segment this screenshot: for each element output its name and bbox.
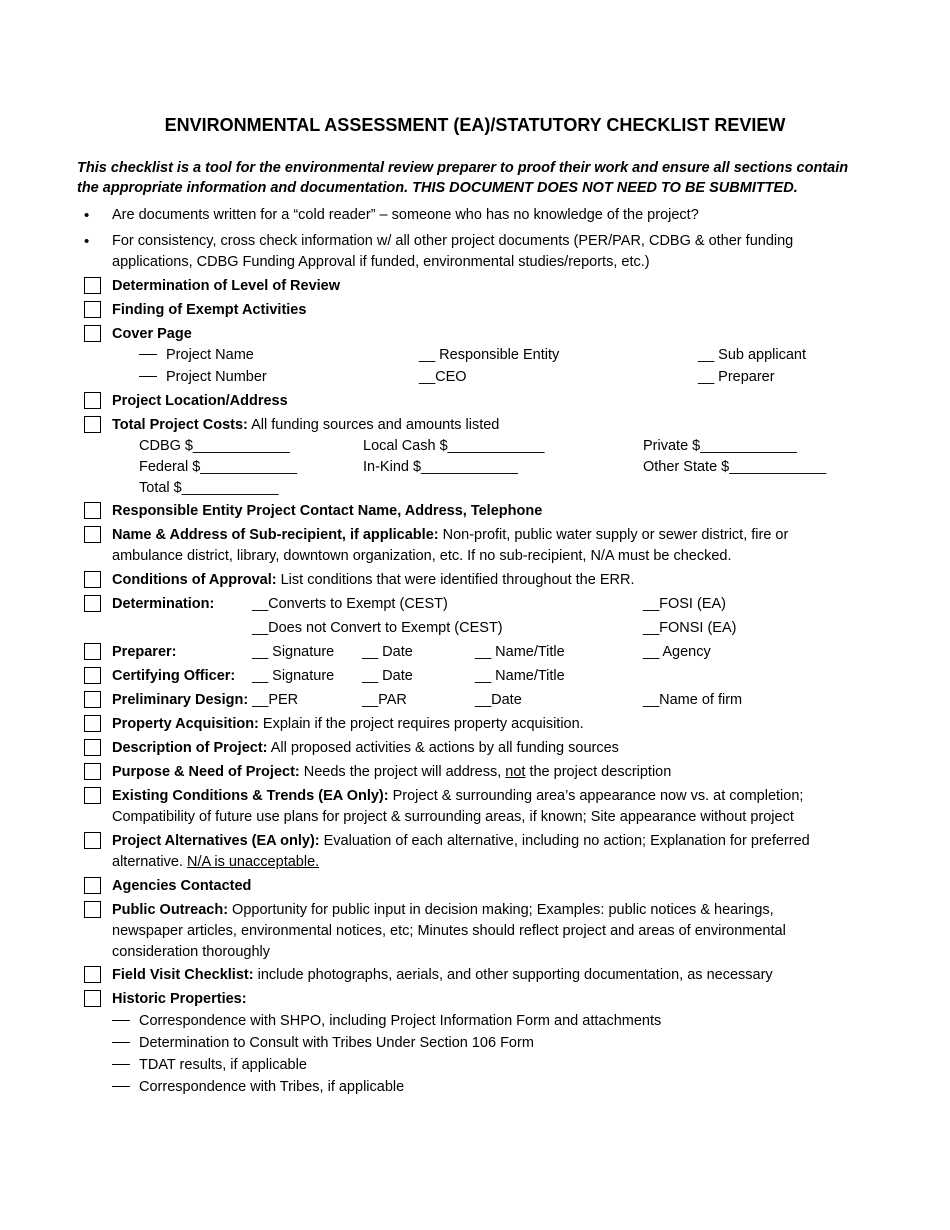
bullet-text-cross-check-1: For consistency, cross check information w/ all other project documents (PER/PAR, CDBG & other funding	[112, 233, 794, 249]
cover-responsible-entity: __ Responsible Entity	[419, 347, 560, 363]
checkbox-subrecipient[interactable]	[84, 526, 101, 543]
cost-inkind: In-Kind $____________	[363, 459, 518, 475]
checkbox-field-visit[interactable]	[84, 966, 101, 983]
label-description: Description of Project: All proposed activities & actions by all funding sources	[112, 740, 619, 756]
checkbox-project-alternatives[interactable]	[84, 832, 101, 849]
dash-icon	[112, 1020, 130, 1021]
label-public-outreach: Public Outreach: Opportunity for public input in decision making; Examples: public notices & hearings,	[112, 902, 774, 918]
bullet-item: •	[84, 233, 90, 250]
intro-line-1: This checklist is a tool for the environmental review preparer to proof their work and ensure all sections contain	[77, 160, 849, 176]
cost-federal: Federal $____________	[139, 459, 298, 475]
preparer-agency: __ Agency	[643, 644, 711, 660]
checkbox-historic-properties[interactable]	[84, 990, 101, 1007]
cost-other-state: Other State $____________	[643, 459, 827, 475]
label-exempt-activities: Finding of Exempt Activities	[112, 302, 307, 318]
cost-total: Total $____________	[139, 480, 279, 496]
checkbox-agencies-contacted[interactable]	[84, 877, 101, 894]
bullet-text-cold-reader: Are documents written for a “cold reader” – someone who has no knowledge of the project?	[112, 207, 699, 223]
outreach-line-3: consideration thoroughly	[112, 944, 270, 960]
label-existing-conditions: Existing Conditions & Trends (EA Only): Project & surrounding area’s appearance now vs. at completion;	[112, 788, 804, 804]
preparer-name-title: __ Name/Title	[475, 644, 565, 660]
historic-sub-item: Determination to Consult with Tribes Under Section 106 Form	[112, 1036, 534, 1051]
label-project-alternatives: Project Alternatives (EA only): Evaluation of each alternative, including no action; Explanation for preferred	[112, 833, 810, 849]
prelim-date: __Date	[475, 692, 522, 708]
label-determination: Determination:	[112, 596, 215, 612]
historic-sub-item: TDAT results, if applicable	[112, 1058, 307, 1073]
cover-project-number: Project Number	[139, 370, 267, 385]
checkbox-determination[interactable]	[84, 595, 101, 612]
cover-project-name: Project Name	[139, 348, 254, 363]
cover-ceo: __CEO	[419, 369, 467, 385]
checkbox-cover-page[interactable]	[84, 325, 101, 342]
prelim-par: __PAR	[362, 692, 407, 708]
preparer-signature: __ Signature	[252, 644, 335, 660]
checkbox-preparer[interactable]	[84, 643, 101, 660]
determination-fonsi: __FONSI (EA)	[643, 620, 737, 636]
label-agencies-contacted: Agencies Contacted	[112, 878, 252, 894]
checkbox-existing-conditions[interactable]	[84, 787, 101, 804]
cover-sub-applicant: __ Sub applicant	[698, 347, 807, 363]
checkbox-purpose-need[interactable]	[84, 763, 101, 780]
label-conditions: Conditions of Approval: List conditions that were identified throughout the ERR.	[112, 572, 635, 588]
dash-icon	[112, 1064, 130, 1065]
label-certifying-officer: Certifying Officer:	[112, 668, 236, 684]
subrecipient-line-2: ambulance district, library, downtown organization, etc. If no sub-recipient, N/A must be checked.	[112, 548, 732, 564]
intro-line-2: the appropriate information and documentation. THIS DOCUMENT DOES NOT NEED TO BE SUBMITTED.	[77, 180, 798, 196]
label-project-costs: Total Project Costs: All funding sources and amounts listed	[112, 417, 500, 433]
label-project-location: Project Location/Address	[112, 393, 288, 409]
label-historic-properties: Historic Properties:	[112, 991, 247, 1007]
checkbox-project-location[interactable]	[84, 392, 101, 409]
historic-sub-item: Correspondence with SHPO, including Project Information Form and attachments	[112, 1014, 661, 1029]
cost-local-cash: Local Cash $____________	[363, 438, 545, 454]
checkbox-preliminary-design[interactable]	[84, 691, 101, 708]
alternatives-line-2: alternative. N/A is unacceptable.	[112, 854, 320, 870]
historic-sub-item: Correspondence with Tribes, if applicable	[112, 1080, 404, 1095]
checkbox-level-of-review[interactable]	[84, 277, 101, 294]
label-purpose-need: Purpose & Need of Project: Needs the project will address, not the project description	[112, 764, 672, 780]
label-contact: Responsible Entity Project Contact Name, Address, Telephone	[112, 503, 543, 519]
dash-icon	[139, 354, 157, 355]
bullet-item: •	[84, 207, 90, 224]
cost-cdbg: CDBG $____________	[139, 438, 290, 454]
checkbox-description[interactable]	[84, 739, 101, 756]
label-cover-page: Cover Page	[112, 326, 192, 342]
checkbox-property-acquisition[interactable]	[84, 715, 101, 732]
page-title: ENVIRONMENTAL ASSESSMENT (EA)/STATUTORY CHECKLIST REVIEW	[164, 115, 786, 135]
dash-icon	[139, 376, 157, 377]
label-subrecipient: Name & Address of Sub-recipient, if applicable: Non-profit, public water supply or sewer district, fire or	[112, 527, 789, 543]
checkbox-certifying-officer[interactable]	[84, 667, 101, 684]
determination-cest: __Converts to Exempt (CEST)	[252, 596, 448, 612]
existing-conditions-line-2: Compatibility of future use plans for project & surrounding areas, if known; Site appearance without project	[112, 809, 794, 825]
label-property-acquisition: Property Acquisition: Explain if the project requires property acquisition.	[112, 716, 584, 732]
certifying-date: __ Date	[362, 668, 413, 684]
determination-not-cest: __Does not Convert to Exempt (CEST)	[252, 620, 503, 636]
dash-icon	[112, 1042, 130, 1043]
checkbox-project-costs[interactable]	[84, 416, 101, 433]
checkbox-contact[interactable]	[84, 502, 101, 519]
outreach-line-2: newspaper articles, environmental notices, etc; Minutes should reflect project and areas of environmental	[112, 923, 786, 939]
prelim-firm: __Name of firm	[643, 692, 743, 708]
bullet-text-cross-check-2: applications, CDBG Funding Approval if funded, environmental studies/reports, etc.)	[112, 254, 650, 270]
dash-icon	[112, 1086, 130, 1087]
preparer-date: __ Date	[362, 644, 413, 660]
checkbox-public-outreach[interactable]	[84, 901, 101, 918]
determination-fosi: __FOSI (EA)	[643, 596, 726, 612]
label-level-of-review: Determination of Level of Review	[112, 278, 341, 294]
checkbox-conditions[interactable]	[84, 571, 101, 588]
certifying-signature: __ Signature	[252, 668, 335, 684]
cost-private: Private $____________	[643, 438, 797, 454]
label-preliminary-design: Preliminary Design: __PER	[112, 692, 299, 708]
cover-preparer: __ Preparer	[698, 369, 775, 385]
label-preparer: Preparer:	[112, 644, 177, 660]
label-field-visit: Field Visit Checklist: include photographs, aerials, and other supporting documentation, as necessary	[112, 967, 773, 983]
certifying-name-title: __ Name/Title	[475, 668, 565, 684]
checkbox-exempt-activities[interactable]	[84, 301, 101, 318]
